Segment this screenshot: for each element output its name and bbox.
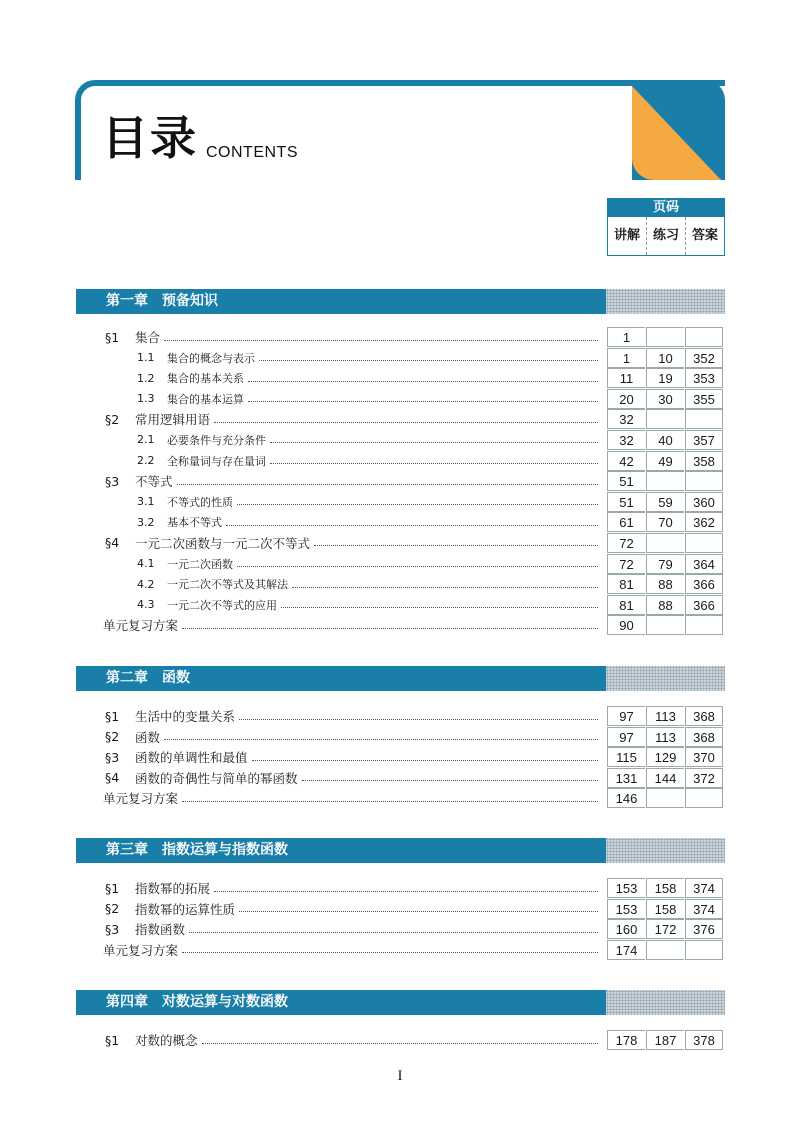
practice-page: 158 — [646, 899, 684, 919]
toc-entry[interactable] — [0, 574, 800, 595]
entry-number: 4.3 — [137, 598, 155, 612]
toc-entry[interactable] — [0, 430, 800, 451]
dot-leader — [164, 739, 598, 740]
dot-leader — [182, 801, 598, 802]
practice-page — [646, 788, 684, 808]
dot-leader — [177, 484, 598, 485]
entry-label: 生活中的变量关系 — [135, 709, 236, 724]
dot-leader — [248, 381, 598, 382]
entry-number: 1.1 — [137, 351, 155, 365]
entry-number: 2.2 — [137, 454, 155, 468]
page-cells — [607, 554, 724, 574]
lecture-page: 153 — [607, 899, 645, 919]
answer-page — [685, 533, 723, 553]
dot-leader — [214, 891, 598, 892]
answer-page: 366 — [685, 595, 723, 615]
toc-entry[interactable] — [0, 899, 800, 920]
entry-number: 3.2 — [137, 515, 155, 529]
toc-entry[interactable] — [0, 878, 800, 899]
lecture-page: 42 — [607, 451, 645, 471]
chapter-header-pattern — [606, 289, 725, 314]
entry-number: 1.3 — [137, 392, 155, 406]
dot-leader — [226, 525, 598, 526]
dot-leader — [270, 442, 598, 443]
entry-label: 单元复习方案 — [103, 791, 179, 807]
entry-label: 一元二次不等式及其解法 — [167, 578, 288, 592]
entry-label: 不等式 — [135, 474, 173, 490]
answer-page — [685, 327, 723, 347]
answer-page: 372 — [685, 768, 723, 788]
toc-entry[interactable] — [0, 533, 800, 554]
lecture-page: 1 — [607, 348, 645, 368]
page-cells — [607, 615, 724, 635]
entry-label: 对数的概念 — [135, 1033, 198, 1048]
legend-col-lecture: 讲解 — [613, 228, 640, 243]
toc-entry[interactable] — [0, 554, 800, 575]
lecture-page: 131 — [607, 768, 645, 788]
page-cells — [607, 595, 724, 615]
practice-page: 129 — [646, 747, 684, 767]
dot-leader — [270, 463, 598, 464]
toc-entry[interactable] — [0, 512, 800, 533]
answer-page: 370 — [685, 747, 723, 767]
dot-leader — [302, 780, 598, 781]
answer-page: 368 — [685, 706, 723, 726]
page-cells — [607, 368, 724, 388]
page-cells — [607, 533, 724, 553]
toc-entry[interactable] — [0, 1030, 800, 1051]
page-cells — [607, 727, 724, 747]
answer-page: 358 — [685, 451, 723, 471]
toc-entry[interactable] — [0, 368, 800, 389]
entry-label: 单元复习方案 — [103, 618, 179, 634]
entry-number: 2.1 — [137, 433, 155, 447]
entry-number: §2 — [105, 411, 120, 427]
answer-page: 355 — [685, 389, 723, 409]
chapter-entries — [0, 1030, 800, 1051]
toc-entry[interactable] — [0, 706, 800, 727]
toc-entry[interactable] — [0, 788, 800, 809]
practice-page: 79 — [646, 554, 684, 574]
entry-label: 必要条件与充分条件 — [167, 433, 266, 447]
page-cells — [607, 1030, 724, 1050]
chapter-header-pattern — [606, 990, 725, 1015]
entry-label: 集合的概念与表示 — [167, 351, 255, 365]
entry-number: §4 — [105, 770, 120, 786]
entry-number: §3 — [105, 473, 120, 489]
toc-entry[interactable] — [0, 940, 800, 961]
page-cells — [607, 919, 724, 939]
answer-page: 362 — [685, 512, 723, 532]
dot-leader — [314, 545, 598, 546]
chapter-header — [76, 666, 725, 691]
entry-label: 一元二次不等式的应用 — [167, 598, 277, 612]
practice-page: 49 — [646, 451, 684, 471]
page-number-legend — [607, 198, 725, 256]
entry-label: 函数 — [135, 729, 161, 745]
lecture-page: 81 — [607, 574, 645, 594]
answer-page: 357 — [685, 430, 723, 450]
entry-number: §2 — [105, 729, 120, 745]
lecture-page: 61 — [607, 512, 645, 532]
dot-leader — [239, 911, 598, 912]
toc-entry[interactable] — [0, 768, 800, 789]
chapter-entries — [0, 878, 800, 960]
practice-page: 59 — [646, 492, 684, 512]
legend-title: 页码 — [608, 199, 724, 217]
entry-label: 一元二次函数 — [167, 557, 233, 571]
answer-page — [685, 788, 723, 808]
chapter-header — [76, 990, 725, 1015]
lecture-page: 11 — [607, 368, 645, 388]
dot-leader — [239, 719, 598, 720]
entry-number: §1 — [105, 880, 120, 896]
practice-page: 10 — [646, 348, 684, 368]
entry-label: 指数函数 — [135, 922, 186, 938]
answer-page — [685, 615, 723, 635]
entry-label: 集合的基本运算 — [167, 392, 244, 406]
lecture-page: 174 — [607, 940, 645, 960]
toc-entry[interactable] — [0, 595, 800, 616]
page-cells — [607, 389, 724, 409]
lecture-page: 97 — [607, 727, 645, 747]
practice-page: 88 — [646, 595, 684, 615]
page-title: 目录 — [102, 111, 198, 165]
entry-number: 1.2 — [137, 371, 155, 385]
page-cells — [607, 768, 724, 788]
practice-page: 158 — [646, 878, 684, 898]
page-cells — [607, 706, 724, 726]
entry-label: 一元二次函数与一元二次不等式 — [135, 535, 311, 551]
entry-number: §1 — [105, 329, 120, 345]
entry-number: 4.1 — [137, 557, 155, 571]
entry-label: 单元复习方案 — [103, 942, 179, 958]
lecture-page: 178 — [607, 1030, 645, 1050]
lecture-page: 115 — [607, 747, 645, 767]
dot-leader — [292, 587, 598, 588]
dot-leader — [164, 340, 598, 341]
entry-number: §3 — [105, 921, 120, 937]
toc-entry[interactable] — [0, 451, 800, 472]
entry-number: §1 — [105, 708, 120, 724]
page-number: I — [397, 1068, 403, 1084]
entry-number: §1 — [105, 1032, 120, 1048]
dot-leader — [189, 932, 598, 933]
answer-page: 368 — [685, 727, 723, 747]
chapter-title: 第三章 指数运算与指数函数 — [76, 838, 606, 863]
answer-page: 378 — [685, 1030, 723, 1050]
entry-number: 3.1 — [137, 495, 155, 509]
page-cells — [607, 574, 724, 594]
answer-page: 366 — [685, 574, 723, 594]
practice-page: 30 — [646, 389, 684, 409]
practice-page — [646, 533, 684, 553]
lecture-page: 90 — [607, 615, 645, 635]
dot-leader — [214, 422, 598, 423]
practice-page — [646, 471, 684, 491]
dot-leader — [202, 1043, 598, 1044]
toc-entry[interactable] — [0, 919, 800, 940]
entry-label: 不等式的性质 — [167, 495, 233, 509]
toc-entry[interactable] — [0, 348, 800, 369]
page-cells — [607, 348, 724, 368]
toc-entry[interactable] — [0, 727, 800, 748]
dot-leader — [252, 760, 598, 761]
practice-page: 40 — [646, 430, 684, 450]
answer-page — [685, 409, 723, 429]
entry-number: 4.2 — [137, 577, 155, 591]
practice-page — [646, 409, 684, 429]
dot-leader — [182, 628, 598, 629]
header-corner-decoration — [632, 80, 725, 180]
toc-entry[interactable] — [0, 389, 800, 410]
practice-page: 144 — [646, 768, 684, 788]
page-cells — [607, 878, 724, 898]
lecture-page: 20 — [607, 389, 645, 409]
dot-leader — [259, 360, 598, 361]
page-cells — [607, 788, 724, 808]
toc-entry[interactable] — [0, 492, 800, 513]
lecture-page: 72 — [607, 533, 645, 553]
answer-page: 352 — [685, 348, 723, 368]
practice-page: 113 — [646, 706, 684, 726]
practice-page: 187 — [646, 1030, 684, 1050]
chapter-entries — [0, 327, 800, 636]
page-cells — [607, 409, 724, 429]
answer-page: 364 — [685, 554, 723, 574]
lecture-page: 81 — [607, 595, 645, 615]
answer-page — [685, 471, 723, 491]
dot-leader — [182, 952, 598, 953]
chapter-header — [76, 838, 725, 863]
entry-number: §3 — [105, 749, 120, 765]
page-cells — [607, 327, 724, 347]
entry-number: §2 — [105, 901, 120, 917]
legend-col-practice: 练习 — [646, 217, 685, 255]
entry-label: 集合 — [135, 330, 161, 345]
legend-col-answers: 答案 — [685, 217, 724, 255]
entry-label: 基本不等式 — [167, 516, 222, 530]
lecture-page: 32 — [607, 430, 645, 450]
entry-number: §4 — [105, 535, 120, 551]
dot-leader — [237, 504, 598, 505]
page-cells — [607, 512, 724, 532]
practice-page — [646, 327, 684, 347]
practice-page: 113 — [646, 727, 684, 747]
answer-page: 374 — [685, 899, 723, 919]
answer-page: 376 — [685, 919, 723, 939]
practice-page: 70 — [646, 512, 684, 532]
dot-leader — [248, 401, 598, 402]
practice-page — [646, 615, 684, 635]
lecture-page: 72 — [607, 554, 645, 574]
answer-page — [685, 940, 723, 960]
practice-page: 172 — [646, 919, 684, 939]
page-subtitle: CONTENTS — [206, 144, 298, 161]
entry-label: 函数的奇偶性与简单的幂函数 — [135, 770, 298, 786]
lecture-page: 97 — [607, 706, 645, 726]
chapter-header — [76, 289, 725, 314]
chapter-title: 第四章 对数运算与对数函数 — [76, 990, 606, 1015]
entry-label: 全称量词与存在量词 — [167, 454, 266, 468]
lecture-page: 51 — [607, 492, 645, 512]
lecture-page: 1 — [607, 327, 645, 347]
page-cells — [607, 747, 724, 767]
answer-page: 353 — [685, 368, 723, 388]
entry-label: 常用逻辑用语 — [135, 412, 211, 428]
entry-label: 指数幂的拓展 — [135, 881, 211, 896]
lecture-page: 32 — [607, 409, 645, 429]
entry-label: 集合的基本关系 — [167, 372, 244, 386]
dot-leader — [281, 607, 598, 608]
toc-entry[interactable] — [0, 747, 800, 768]
practice-page: 19 — [646, 368, 684, 388]
chapter-entries — [0, 706, 800, 809]
page-cells — [607, 451, 724, 471]
entry-label: 函数的单调性和最值 — [135, 750, 248, 766]
answer-page: 374 — [685, 878, 723, 898]
chapter-header-pattern — [606, 666, 725, 691]
page-cells — [607, 430, 724, 450]
practice-page — [646, 940, 684, 960]
practice-page: 88 — [646, 574, 684, 594]
lecture-page: 153 — [607, 878, 645, 898]
toc-entry[interactable] — [0, 615, 800, 636]
toc-entry[interactable] — [0, 471, 800, 492]
page-cells — [607, 940, 724, 960]
lecture-page: 146 — [607, 788, 645, 808]
toc-entry[interactable] — [0, 327, 800, 348]
page-cells — [607, 471, 724, 491]
dot-leader — [237, 566, 598, 567]
toc-entry[interactable] — [0, 409, 800, 430]
chapter-title: 第二章 函数 — [76, 666, 606, 691]
lecture-page: 160 — [607, 919, 645, 939]
chapter-title: 第一章 预备知识 — [76, 289, 606, 314]
lecture-page: 51 — [607, 471, 645, 491]
page-cells — [607, 899, 724, 919]
page-cells — [607, 492, 724, 512]
chapter-header-pattern — [606, 838, 725, 863]
entry-label: 指数幂的运算性质 — [135, 901, 236, 917]
answer-page: 360 — [685, 492, 723, 512]
